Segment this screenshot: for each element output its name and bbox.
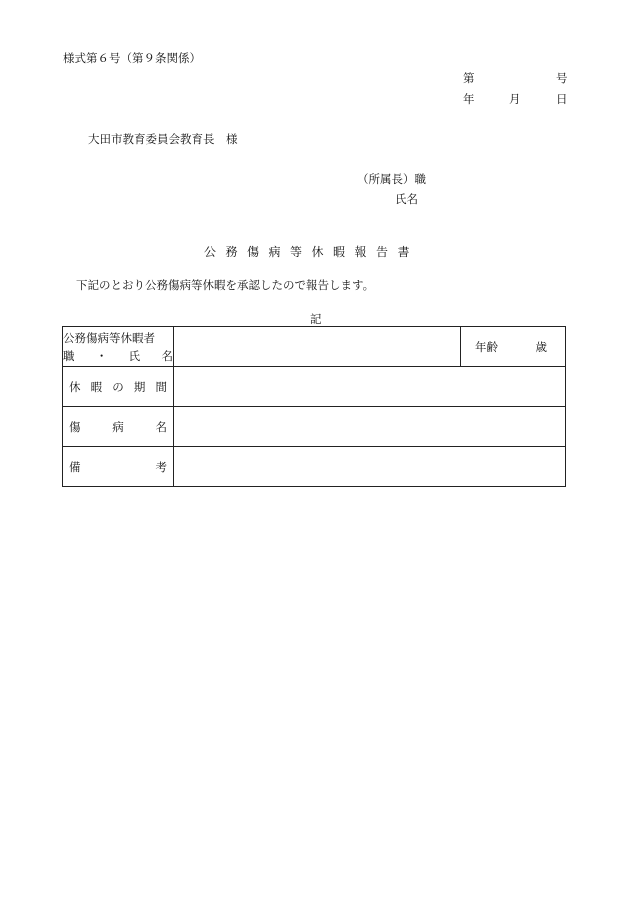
remarks-label-cell (63, 447, 174, 487)
employee-name-field[interactable] (174, 327, 461, 367)
age-unit: 歳 (535, 339, 547, 354)
label-char: 間 (155, 379, 167, 394)
label-char: 名 (161, 348, 173, 363)
sender-affiliation-label: （所属長）職 (357, 172, 426, 186)
label-char: 名 (155, 419, 167, 434)
form-number: 様式第６号（第９条関係） (63, 51, 201, 65)
addressee: 大田市教育委員会教育長 様 (88, 132, 238, 146)
illness-name-label-cell (63, 407, 174, 447)
document-title: 公務傷病等休暇報告書 (204, 245, 420, 259)
label-char: ・ (95, 348, 108, 363)
date-day-label: 日 (556, 92, 568, 106)
label-char: 備 (69, 459, 81, 474)
report-table (62, 326, 566, 487)
age-field[interactable] (461, 327, 566, 367)
table-row (63, 447, 566, 487)
label-char: 考 (155, 459, 167, 474)
date-month-label: 月 (509, 92, 521, 106)
employee-label-line1: 公務傷病等休暇者 (63, 330, 155, 345)
table-row (63, 327, 566, 367)
leave-period-field[interactable] (174, 367, 566, 407)
number-prefix: 第 (463, 71, 475, 85)
label-char: 期 (133, 379, 146, 394)
label-char: 氏 (128, 348, 141, 363)
employee-label-cell (63, 327, 174, 367)
label-char: 傷 (69, 419, 81, 434)
label-char: 休 (69, 379, 81, 394)
label-char: 暇 (90, 379, 103, 394)
label-char: の (112, 379, 124, 394)
label-char: 職 (63, 348, 75, 363)
employee-label-line2 (63, 347, 173, 365)
table-row (63, 367, 566, 407)
age-label: 年齢 (475, 339, 498, 354)
body-text: 下記のとおり公務傷病等休暇を承認したので報告します。 (76, 278, 375, 292)
leave-period-label-cell (63, 367, 174, 407)
table-row (63, 407, 566, 447)
illness-name-field[interactable] (174, 407, 566, 447)
remarks-field[interactable] (174, 447, 566, 487)
ki-heading: 記 (310, 312, 322, 326)
sender-name-label: 氏名 (395, 192, 418, 206)
date-year-label: 年 (463, 92, 475, 106)
number-suffix: 号 (556, 71, 568, 85)
label-char: 病 (112, 419, 124, 434)
